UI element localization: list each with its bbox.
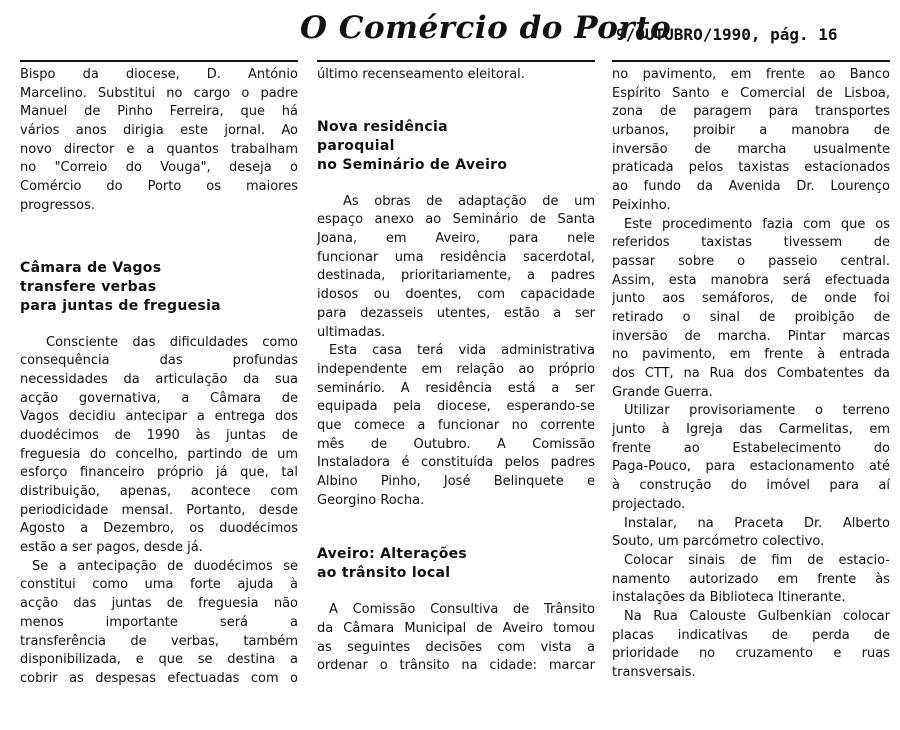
paragraph — [612, 552, 890, 608]
text-line: consequência das profundas — [20, 353, 298, 369]
text-line: Consciente das dificuldades como — [46, 334, 298, 350]
text-line: projectado. — [612, 496, 686, 512]
article-heading — [20, 259, 298, 316]
text-line: independente em relação ao próprio — [317, 361, 595, 377]
heading-line: ao trânsito local — [317, 565, 451, 582]
text-line: Assim, esta manobra será efectuada — [612, 272, 890, 288]
text-line: último recenseamento eleitoral. — [317, 67, 525, 82]
text-line: necessidades da articulação da sua — [20, 371, 298, 387]
text-line: junto à Igreja das Carmelitas, em — [612, 422, 890, 438]
text-line: Na Rua Calouste Gulbenkian colocar — [624, 608, 890, 624]
rule-col1 — [20, 60, 298, 62]
text-line: prioridade no cruzamento e ruas — [612, 646, 890, 662]
text-line: no "Correio do Vouga", deseja o — [20, 160, 298, 176]
heading-line: para juntas de freguesia — [20, 297, 221, 314]
text-line: Manuel de Pinho Ferreira, que há — [20, 104, 298, 120]
text-line: Se a antecipação de duodécimos se — [32, 558, 298, 574]
paragraph — [612, 402, 890, 514]
dateline: 9/OUTUBRO/1990, pág. 16 — [616, 25, 838, 44]
text-line: freguesia do concelho, partindo de um — [20, 446, 298, 462]
text-line: Utilizar provisoriamente o terreno — [624, 403, 890, 419]
text-line: as seguintes decisões com vista a — [317, 639, 595, 655]
paragraph — [612, 515, 890, 552]
masthead — [0, 0, 900, 64]
heading-line: Aveiro: Alterações — [317, 546, 468, 563]
text-line: espaço anexo ao Seminário de Santa — [317, 212, 595, 228]
text-line: que comece a funcionar no corrente — [317, 417, 595, 433]
text-line: acção das juntas de freguesia não — [20, 596, 298, 612]
text-line: instalações da Biblioteca Itinerante. — [612, 590, 846, 606]
column-2 — [317, 66, 595, 676]
paragraph — [317, 66, 595, 85]
paragraph — [612, 66, 890, 216]
text-line: destinada, prioritariamente, a padres — [317, 268, 595, 284]
paragraph — [317, 193, 595, 343]
text-line: idosos ou doentes, com capacidade — [317, 287, 595, 303]
paragraph — [20, 66, 298, 216]
text-line: zona de paragem para transportes — [612, 104, 890, 120]
text-line: novo director e a quantos trabalham — [20, 141, 298, 157]
text-line: namento autorizado em frente às — [612, 571, 890, 587]
text-line: periodicidade mensal. Portanto, desde — [20, 502, 298, 518]
text-line: cobrir as despesas efectuadas com o — [20, 670, 298, 686]
text-line: Espírito Santo e Comercial de Lisboa, — [612, 85, 890, 101]
text-line: praticada pelos taxistas estacionados — [612, 160, 890, 176]
text-line: Grande Guerra. — [612, 384, 713, 400]
text-line: esforço financeiro próprio já que, tal — [20, 465, 298, 481]
text-line: passar sobre o passeio central. — [612, 253, 890, 269]
text-line: transferência de verbas, também — [20, 633, 298, 649]
paragraph — [20, 334, 298, 558]
text-line: à construção do imóvel para aí — [612, 478, 890, 494]
text-line: da Câmara Municipal de Aveiro tomou — [317, 621, 595, 637]
text-line: referidos taxistas tivessem de — [612, 235, 890, 251]
text-line: menos importante será a — [20, 614, 298, 630]
paragraph — [612, 216, 890, 403]
text-line: ao fundo da Avenida Dr. Lourenço — [612, 179, 890, 195]
text-line: acção governativa, a Câmara de — [20, 390, 298, 406]
text-line: inversão de marcha usualmente — [612, 141, 890, 157]
heading-line: paroquial — [317, 137, 395, 154]
text-line: disponibilizada, e que se destina a — [20, 652, 298, 668]
text-line: no pavimento, em frente à entrada — [612, 347, 890, 363]
text-line: inversão de marcha. Pintar marcas — [612, 328, 890, 344]
column-3 — [612, 66, 890, 683]
paragraph — [317, 342, 595, 510]
paragraph — [20, 558, 298, 689]
text-line: Peixinho. — [612, 197, 671, 213]
column-1 — [20, 66, 298, 689]
text-line: duodécimos de 1990 às juntas de — [20, 427, 298, 443]
paragraph — [317, 601, 595, 676]
text-line: mês de Outubro. A Comissão — [317, 436, 595, 452]
text-line: dos CTT, na Rua dos Combatentes da — [612, 366, 890, 381]
text-line: placas indicativas de perda de — [612, 627, 890, 643]
text-line: Agosto a Dezembro, os duodécimos — [20, 521, 298, 537]
article-heading — [317, 118, 595, 175]
text-line: Georgino Rocha. — [317, 492, 425, 508]
text-line: Vagos decidiu antecipar a entrega dos — [20, 409, 298, 425]
text-line: ultimadas. — [317, 324, 386, 340]
text-line: Instalar, na Praceta Dr. Alberto — [624, 515, 890, 531]
text-line: constitui como uma forte ajuda à — [20, 577, 298, 593]
text-line: Colocar sinais de fim de estacio- — [624, 552, 890, 568]
text-line: As obras de adaptação de um — [343, 193, 595, 209]
text-line: Marcelino. Substitui no cargo o padre — [20, 85, 298, 101]
text-line: progressos. — [20, 197, 95, 213]
text-line: funcionar uma residência sacerdotal, — [317, 249, 595, 265]
heading-line: Nova residência — [317, 118, 448, 135]
text-line: estão a ser pagos, desde já. — [20, 540, 203, 556]
text-line: distribuição, apenas, acontece com — [20, 484, 298, 499]
heading-line: no Seminário de Aveiro — [317, 156, 508, 173]
text-line: seminário. A residência está a ser — [317, 380, 595, 396]
text-line: Souto, um parcómetro colectivo. — [612, 534, 825, 550]
text-line: no pavimento, em frente ao Banco — [612, 67, 890, 82]
rule-col3 — [612, 60, 890, 62]
text-line: vários anos dirigia este jornal. Ao — [20, 123, 298, 139]
text-line: retirado o sinal de proibição de — [612, 309, 890, 325]
text-line: urbanos, proibir a manobra de — [612, 123, 890, 139]
newspaper-title: O Comércio do Porto — [300, 10, 672, 46]
text-line: equipada pela diocese, esperando-se — [317, 399, 595, 415]
text-line: Paga-Pouco, para estacionamento até — [612, 459, 890, 475]
text-line: Joana, em Aveiro, para nele — [317, 231, 595, 247]
text-line: A Comissão Consultiva de Trânsito — [329, 602, 595, 618]
text-line: transversais. — [612, 665, 696, 680]
text-line: Albino Pinho, José Belinquete e — [317, 474, 595, 489]
heading-line: transfere verbas — [20, 278, 157, 295]
paragraph — [612, 608, 890, 683]
rule-col2 — [317, 60, 595, 62]
text-line: Esta casa terá vida administrativa — [329, 343, 595, 359]
text-line: Este procedimento fazia com que os — [624, 216, 890, 232]
article-heading — [317, 545, 595, 583]
text-line: junto aos semáforos, de onde foi — [612, 291, 890, 307]
text-line: Instaladora é constituída pelos padres — [317, 455, 595, 471]
text-line: ordenar o trânsito na cidade: marcar — [317, 658, 595, 674]
text-line: Comércio do Porto os maiores — [20, 179, 298, 195]
heading-line: Câmara de Vagos — [20, 259, 162, 276]
text-line: Bispo da diocese, D. António — [20, 67, 298, 82]
text-line: frente ao Estabelecimento do — [612, 440, 890, 456]
text-line: para dezasseis utentes, estão a ser — [317, 305, 595, 321]
